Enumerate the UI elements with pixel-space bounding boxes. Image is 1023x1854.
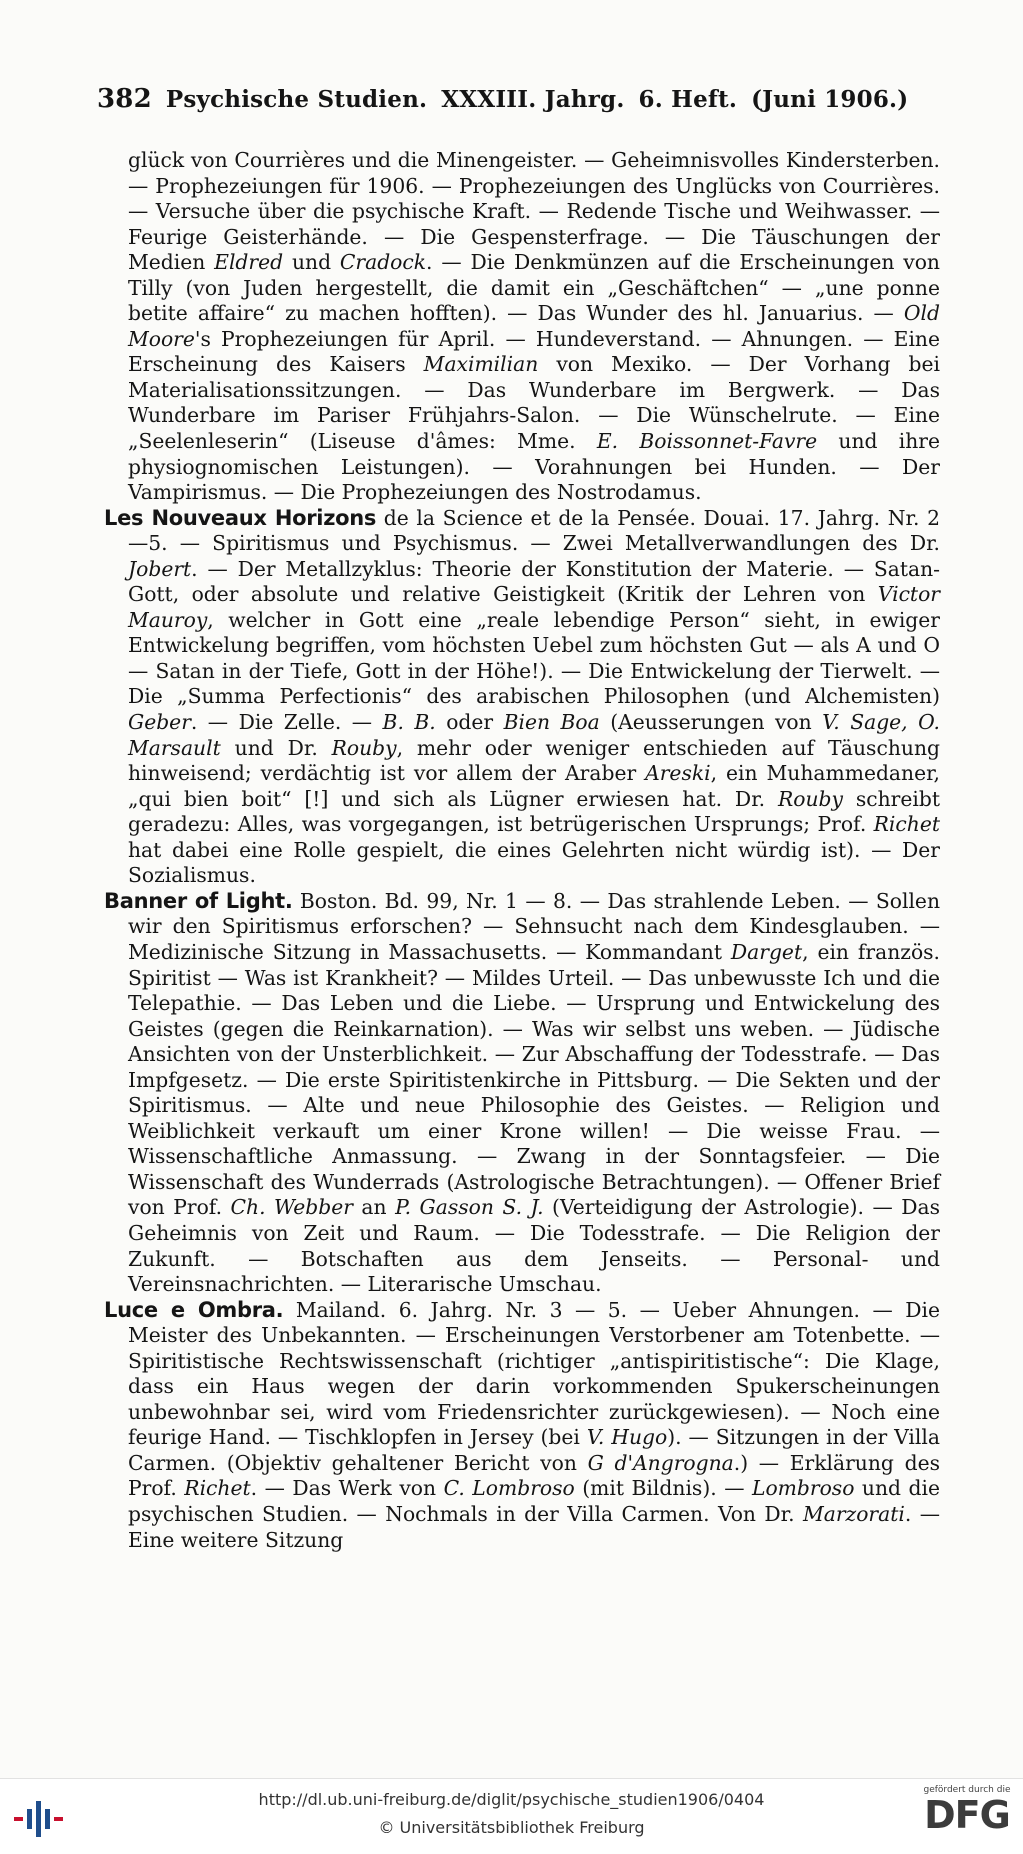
dfg-logo bbox=[921, 1785, 1013, 1835]
person-name: Richet bbox=[184, 1476, 251, 1501]
person-name: Richet bbox=[873, 812, 940, 837]
entry-text: . — Eine weitere Sitzung bbox=[128, 1501, 940, 1552]
person-name: Lombroso bbox=[752, 1476, 855, 1501]
person-name: Ch. Webber bbox=[230, 1195, 353, 1220]
entry-text: und die psychischen Studien. — Nochmals in der Villa Carmen. Von Dr. bbox=[128, 1476, 941, 1526]
entry-text: , ein Muhammedaner, „qui bien boit“ [!] und sich als Lügner erwiesen hat. Dr. bbox=[128, 761, 940, 811]
entry-text: , mehr oder weniger entschieden auf Täuschung hinweisend; verdächtig ist vor allem der Araber bbox=[128, 735, 940, 786]
entry-text: (Verteidigung der Astrologie). — Das Geheimnis von Zeit und Raum. — Die Todesstrafe. — Die Religion der Zukunft. — Botschaften aus dem Jenseits. — Personal- und Vereinsnachrichten. — Literarische Umschau. bbox=[128, 1195, 940, 1297]
dfg-wordmark: DFG bbox=[924, 1793, 1010, 1837]
issue-label: 6. Heft. bbox=[638, 86, 738, 113]
person-name: B. B. bbox=[382, 710, 436, 735]
entry-text: ). — Sitzungen in der Villa Carmen. (Objektiv gehaltener Bericht von bbox=[128, 1425, 940, 1475]
entry-text: und bbox=[283, 250, 340, 275]
journal-title: Banner of Light. bbox=[104, 888, 293, 913]
dfg-caption: gefördert durch die bbox=[923, 1785, 1011, 1795]
person-name: Marzorati bbox=[802, 1501, 905, 1526]
entry-text: schreibt geradezu: Alles, was vorgegangen, ist betrügerischen Ursprungs; Prof. bbox=[128, 786, 940, 837]
issue-date: (Juni 1906.) bbox=[751, 86, 909, 113]
entry-banner-of-light bbox=[104, 889, 940, 1298]
entry-text: (mit Bildnis). — bbox=[574, 1476, 752, 1501]
entry-text: glück von Courrières und die Minengeister. — Geheimnisvolles Kindersterben. — Prophezeiungen für 1906. — Prophezeiungen des Unglücks von Courrières. — Versuche über die psychische Kraft. — Redende Tische und Weihwasser. — Feurige Geisterhände. — Die Gespensterfrage. — Die Täuschungen der Medien bbox=[128, 148, 940, 275]
person-name: Darget bbox=[730, 939, 803, 964]
permalink-url[interactable]: http://dl.ub.uni-freiburg.de/diglit/psychische_studien1906/0404 bbox=[258, 1790, 765, 1809]
person-name: V. Hugo bbox=[586, 1425, 668, 1450]
entry-text: Boston. Bd. 99, Nr. 1 — 8. — Das strahlende Leben. — Sollen wir den Spiritismus erforschen? — Sehnsucht nach dem Kindesglauben. — Medizinische Sitzung in Massachusetts. — Kommandant bbox=[128, 888, 941, 964]
person-name: Areski bbox=[645, 761, 711, 786]
person-name: Bien Boa bbox=[503, 710, 600, 735]
entry-text: . — Der Metallzyklus: Theorie der Konstitution der Materie. — Satan-Gott, oder absolute und relative Geistigkeit (Kritik der Lehren von bbox=[128, 556, 940, 607]
entry-text: , welcher in Gott eine „reale lebendige Person“ sieht, in ewiger Entwickelung begriffen, vom höchsten Uebel zum höchsten Gut — als A und O — Satan in der Tiefe, Gott in der Höhe!). — Die Entwickelung der Tierwelt. — Die „Summa Perfectionis“ des arabischen Philosophen (und Alchemisten) bbox=[128, 607, 940, 709]
entry-text: an bbox=[352, 1195, 396, 1220]
entry-continuation bbox=[104, 148, 940, 506]
entry-les-nouveaux-horizons bbox=[104, 506, 940, 889]
entry-text: hat dabei eine Rolle gespielt, die eines Gelehrten nicht würdig ist). — Der Sozialismus. bbox=[128, 837, 940, 888]
person-name: Victor Mauroy bbox=[128, 582, 940, 632]
entry-text: . — Die Zelle. — bbox=[190, 710, 383, 735]
person-name: V. Sage, O. Marsault bbox=[128, 710, 940, 760]
entry-luce-e-ombra bbox=[104, 1298, 940, 1553]
person-name: P. Gasson S. J. bbox=[395, 1195, 544, 1220]
person-name: Rouby bbox=[777, 786, 843, 811]
entry-text: Mailand. 6. Jahrg. Nr. 3 — 5. — Ueber Ahnungen. — Die Meister des Unbekannten. — Erscheinungen Verstorbener am Totenbette. — Spiritistische Rechtswissenschaft (richtiger „antispiritistische“: Die Klage, dass ein Haus wegen der darin vorkommenden Spukerscheinungen unbewohnbar sei, wird vom Friedensrichter zurückgewiesen). — Noch eine feurige Hand. — Tischklopfen in Jersey (bei bbox=[128, 1297, 940, 1450]
person-name: C. Lombroso bbox=[443, 1476, 575, 1501]
journal-title: Luce e Ombra. bbox=[104, 1297, 284, 1322]
viewer-footer bbox=[0, 1778, 1023, 1854]
person-name: G d'Angrogna bbox=[587, 1450, 734, 1475]
journal-title: Les Nouveaux Horizons bbox=[104, 505, 377, 530]
person-name: Cradock bbox=[339, 250, 427, 275]
person-name: Eldred bbox=[214, 250, 284, 275]
entry-text: oder bbox=[435, 710, 504, 735]
journal-name: Psychische Studien. bbox=[165, 86, 428, 113]
text-body bbox=[104, 148, 940, 1553]
entry-text: .) — Erklärung des Prof. bbox=[128, 1450, 940, 1501]
entry-text: und ihre physiognomischen Leistungen). — Vorahnungen bei Hunden. — Der Vampirismus. — Die Prophezeiungen des Nostrodamus. bbox=[128, 429, 941, 505]
person-name: Old Moore bbox=[128, 301, 940, 351]
entry-text: und Dr. bbox=[220, 735, 332, 760]
entry-text: . — Die Denkmünzen auf die Erscheinungen von Tilly (von Juden hergestellt, die damit ein „Geschäftchen“ — „une ponne betite affaire“ zu machen hofften). — Das Wunder des hl. Januarius. — bbox=[128, 250, 940, 326]
person-name: Rouby bbox=[331, 735, 397, 760]
page-number: 382 bbox=[97, 84, 152, 114]
entry-text: von Mexiko. — Der Vorhang bei Materialisationssitzungen. — Das Wunderbare im Bergwerk. — Das Wunderbare im Pariser Frühjahrs-Salon. — Die Wünschelrute. — Eine „Seelenleserin“ (Liseuse d'âmes: Mme. bbox=[128, 352, 941, 454]
entry-text: , ein französ. Spiritist — Was ist Krankheit? — Mildes Urteil. — Das unbewusste Ich und die Telepathie. — Das Leben und die Liebe. — Ursprung und Entwickelung des Geistes (gegen die Reinkarnation). — Was wir selbst uns weben. — Jüdische Ansichten von der Unsterblichkeit. — Zur Abschaffung der Todesstrafe. — Das Impfgesetz. — Die erste Spiritistenkirche in Pittsburg. — Die Sekten und der Spiritismus. — Alte und neue Philosophie des Geistes. — Religion und Weiblichkeit verkauft um einer Krone willen! — Die weisse Frau. — Wissenschaftliche Anmassung. — Zwang in der Sonntagsfeier. — Die Wissenschaft des Wunderrads (Astrologische Betrachtungen). — Offener Brief von Prof. bbox=[128, 939, 941, 1220]
entry-text: 's Prophezeiungen für April. — Hundeverstand. — Ahnungen. — Eine Erscheinung des Kaisers bbox=[128, 326, 940, 377]
person-name: Geber bbox=[128, 710, 191, 735]
copyright-notice: © Universitätsbibliothek Freiburg bbox=[378, 1818, 645, 1837]
entry-text: de la Science et de la Pensée. Douai. 17. Jahrg. Nr. 2—5. — Spiritismus und Psychismus. — Zwei Metallverwandlungen des Dr. bbox=[128, 505, 941, 556]
entry-text: (Aeusserungen von bbox=[599, 710, 823, 735]
person-name: E. Boissonnet-Favre bbox=[596, 429, 818, 454]
person-name: Jobert bbox=[128, 556, 192, 581]
running-header bbox=[97, 84, 909, 114]
volume-label: XXXIII. Jahrg. bbox=[441, 86, 625, 113]
person-name: Maximilian bbox=[423, 352, 539, 377]
entry-text: . — Das Werk von bbox=[250, 1476, 444, 1501]
